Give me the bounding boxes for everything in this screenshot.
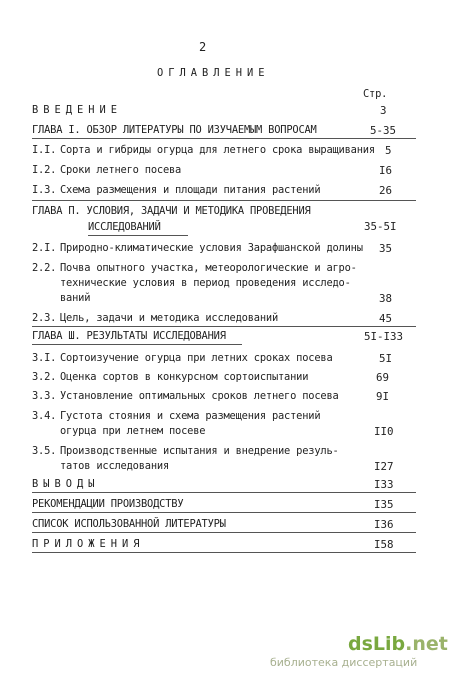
toc-section-2-1: Природно-климатические условия Зарафшанской долины (60, 242, 363, 254)
toc-page-bibliography: I36 (374, 518, 394, 531)
rule-chapter-2-top (32, 200, 416, 201)
toc-section-1-1: Сорта и гибриды огурца для летнего срока выращивания (60, 144, 375, 156)
toc-section-2-3: Цель, задачи и методика исследований (60, 312, 279, 324)
toc-chapter-2: ГЛАВА П. УСЛОВИЯ, ЗАДАЧИ И МЕТОДИКА ПРОВЕДЕНИЯ (32, 205, 311, 217)
toc-page-3-1: 5I (379, 352, 393, 365)
toc-page-appendices: I58 (374, 538, 394, 551)
toc-page-chapter-3: 5I-I33 (364, 330, 404, 343)
rule-conclusions (32, 492, 416, 493)
toc-appendices: ПРИЛОЖЕНИЯ (32, 538, 145, 550)
toc-section-2-2-line3: ваний (60, 292, 91, 304)
toc-page-1-1: 5 (385, 144, 392, 157)
toc-page-2-3: 45 (379, 312, 393, 325)
toc-page-2-1: 35 (379, 242, 393, 255)
toc-recommendations: РЕКОМЕНДАЦИИ ПРОИЗВОДСТВУ (32, 498, 184, 510)
toc-title: ОГЛАВЛЕНИЕ (157, 67, 270, 79)
watermark-subtitle: библиотека диссертаций (270, 656, 418, 669)
toc-section-3-1: Сортоизучение огурца при летних сроках посева (60, 352, 333, 364)
page-number: 2 (199, 40, 207, 54)
toc-section-3-5: Производственные испытания и внедрение резуль- (60, 445, 339, 457)
toc-section-num: 3.I. (32, 352, 57, 364)
toc-section-num: 3.2. (32, 371, 57, 383)
toc-section-2-2-line2: технические условия в период проведения исследо- (60, 277, 351, 289)
toc-section-num: I.2. (32, 164, 57, 176)
toc-section-num: I.I. (32, 144, 57, 156)
toc-section-1-3: Схема размещения и площади питания растений (60, 184, 321, 196)
toc-page-3-5: I27 (374, 460, 394, 473)
toc-section-num: 3.4. (32, 410, 57, 422)
toc-section-num: 2.2. (32, 262, 57, 274)
toc-page-chapter-2: 35-5I (364, 220, 397, 233)
toc-page-conclusions: I33 (374, 478, 394, 491)
toc-entry-intro: ВВЕДЕНИЕ (32, 104, 123, 116)
toc-page-intro: 3 (380, 104, 387, 117)
toc-section-3-5-line2: татов исследования (60, 460, 170, 472)
toc-section-num: 3.5. (32, 445, 57, 457)
toc-section-3-2: Оценка сортов в конкурсном сортоиспытании (60, 371, 309, 383)
toc-section-3-3: Установление оптимальных сроков летнего посева (60, 390, 339, 402)
toc-section-3-4: Густота стояния и схема размещения растений (60, 410, 321, 422)
toc-page-3-4: II0 (374, 425, 394, 438)
rule-bibliography (32, 532, 416, 533)
rule-appendices (32, 552, 416, 553)
toc-page-3-2: 69 (376, 371, 390, 384)
toc-page-2-2: 38 (379, 292, 393, 305)
page-column-header: Стр. (363, 88, 388, 100)
toc-page-1-2: I6 (379, 164, 393, 177)
toc-section-num: 3.3. (32, 390, 57, 402)
toc-chapter-1: ГЛАВА I. ОБЗОР ЛИТЕРАТУРЫ ПО ИЗУЧАЕМЫМ ВОПРОСАМ (32, 124, 317, 136)
toc-page-chapter-1: 5-35 (370, 124, 397, 137)
rule-chapter-3-top (32, 326, 416, 327)
watermark-logo: dsLib.net (348, 633, 448, 655)
toc-conclusions: ВЫВОДЫ (32, 478, 100, 490)
toc-section-num: I.3. (32, 184, 57, 196)
toc-chapter-3: ГЛАВА Ш. РЕЗУЛЬТАТЫ ИССЛЕДОВАНИЯ (32, 330, 226, 342)
toc-bibliography: СПИСОК ИСПОЛЬЗОВАННОЙ ЛИТЕРАТУРЫ (32, 518, 226, 530)
toc-section-num: 2.3. (32, 312, 57, 324)
rule-chapter-2 (88, 235, 188, 236)
rule-chapter-3 (32, 344, 242, 345)
toc-page-1-3: 26 (379, 184, 393, 197)
rule-recommendations (32, 512, 416, 513)
toc-section-num: 2.I. (32, 242, 57, 254)
toc-chapter-2-cont: ИССЛЕДОВАНИЙ (88, 221, 161, 233)
rule-chapter-1 (32, 138, 416, 139)
toc-section-3-4-line2: огурца при летнем посеве (60, 425, 206, 437)
toc-page-3-3: 9I (376, 390, 390, 403)
toc-section-2-2: Почва опытного участка, метеорологические и агро- (60, 262, 357, 274)
toc-section-1-2: Сроки летнего посева (60, 164, 182, 176)
toc-page-recommendations: I35 (374, 498, 394, 511)
